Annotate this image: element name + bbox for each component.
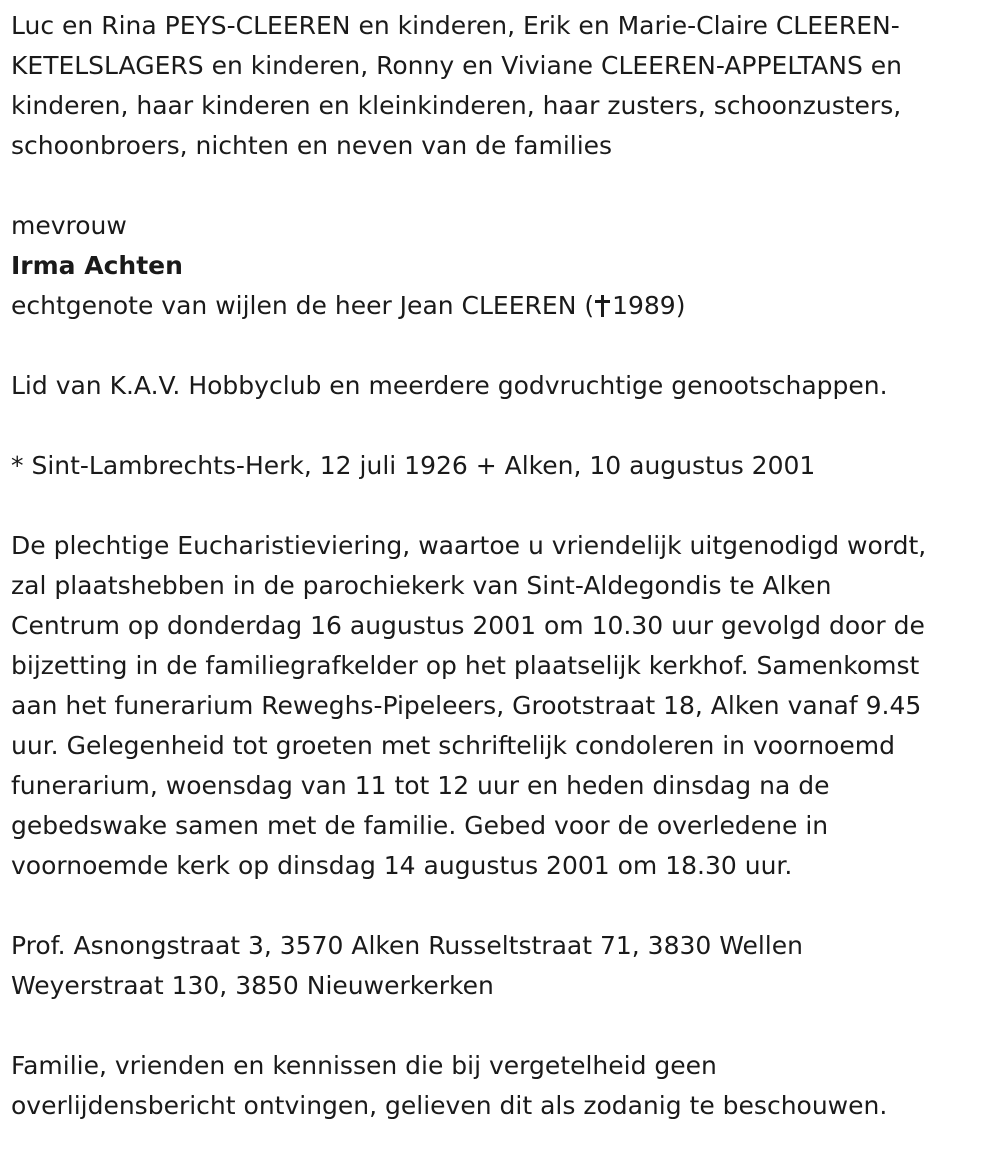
membership-paragraph bbox=[11, 366, 991, 406]
family-line: Luc en Rina PEYS-CLEEREN en kinderen, Erik en Marie-Claire CLEEREN- bbox=[11, 11, 900, 40]
ceremony-line: zal plaatshebben in de parochiekerk van Sint-Aldegondis te Alken bbox=[11, 571, 832, 600]
addresses-paragraph bbox=[11, 926, 991, 1006]
latin-cross-icon bbox=[595, 295, 609, 317]
ceremony-line: funerarium, woensdag van 11 tot 12 uur en heden dinsdag na de bbox=[11, 771, 830, 800]
ceremony-line: De plechtige Eucharistieviering, waartoe u vriendelijk uitgenodigd wordt, bbox=[11, 531, 927, 560]
birth-death-dates: * Sint-Lambrechts-Herk, 12 juli 1926 + Alken, 10 augustus 2001 bbox=[11, 451, 816, 480]
family-line: schoonbroers, nichten en neven van de families bbox=[11, 131, 613, 160]
obituary-notice bbox=[11, 6, 991, 1126]
deceased-block bbox=[11, 206, 991, 326]
spouse-prefix: echtgenote van wijlen de heer Jean CLEEREN ( bbox=[11, 291, 595, 320]
ceremony-line: Centrum op donderdag 16 augustus 2001 om 10.30 uur gevolgd door de bbox=[11, 611, 925, 640]
ceremony-line: uur. Gelegenheid tot groeten met schriftelijk condoleren in voornoemd bbox=[11, 731, 895, 760]
ceremony-line: aan het funerarium Reweghs-Pipeleers, Grootstraat 18, Alken vanaf 9.45 bbox=[11, 691, 922, 720]
ceremony-line: voornoemde kerk op dinsdag 14 augustus 2001 om 18.30 uur. bbox=[11, 851, 793, 880]
ceremony-line: gebedswake samen met de familie. Gebed voor de overledene in bbox=[11, 811, 829, 840]
spouse-suffix: 1989) bbox=[612, 291, 686, 320]
spouse-line bbox=[11, 286, 991, 326]
closing-line: Familie, vrienden en kennissen die bij vergetelheid geen bbox=[11, 1051, 717, 1080]
ceremony-line: bijzetting in de familiegrafkelder op het plaatselijk kerkhof. Samenkomst bbox=[11, 651, 920, 680]
family-line: KETELSLAGERS en kinderen, Ronny en Viviane CLEEREN-APPELTANS en bbox=[11, 51, 903, 80]
dates-paragraph bbox=[11, 446, 991, 486]
deceased-name: Irma Achten bbox=[11, 251, 183, 280]
closing-line: overlijdensbericht ontvingen, gelieven dit als zodanig te beschouwen. bbox=[11, 1091, 888, 1120]
closing-paragraph bbox=[11, 1046, 991, 1126]
membership-text: Lid van K.A.V. Hobbyclub en meerdere godvruchtige genootschappen. bbox=[11, 371, 888, 400]
family-paragraph bbox=[11, 6, 991, 166]
family-line: kinderen, haar kinderen en kleinkinderen, haar zusters, schoonzusters, bbox=[11, 91, 902, 120]
deceased-title: mevrouw bbox=[11, 211, 127, 240]
address-line: Weyerstraat 130, 3850 Nieuwerkerken bbox=[11, 971, 494, 1000]
address-line: Prof. Asnongstraat 3, 3570 Alken Russeltstraat 71, 3830 Wellen bbox=[11, 931, 803, 960]
ceremony-paragraph bbox=[11, 526, 991, 886]
